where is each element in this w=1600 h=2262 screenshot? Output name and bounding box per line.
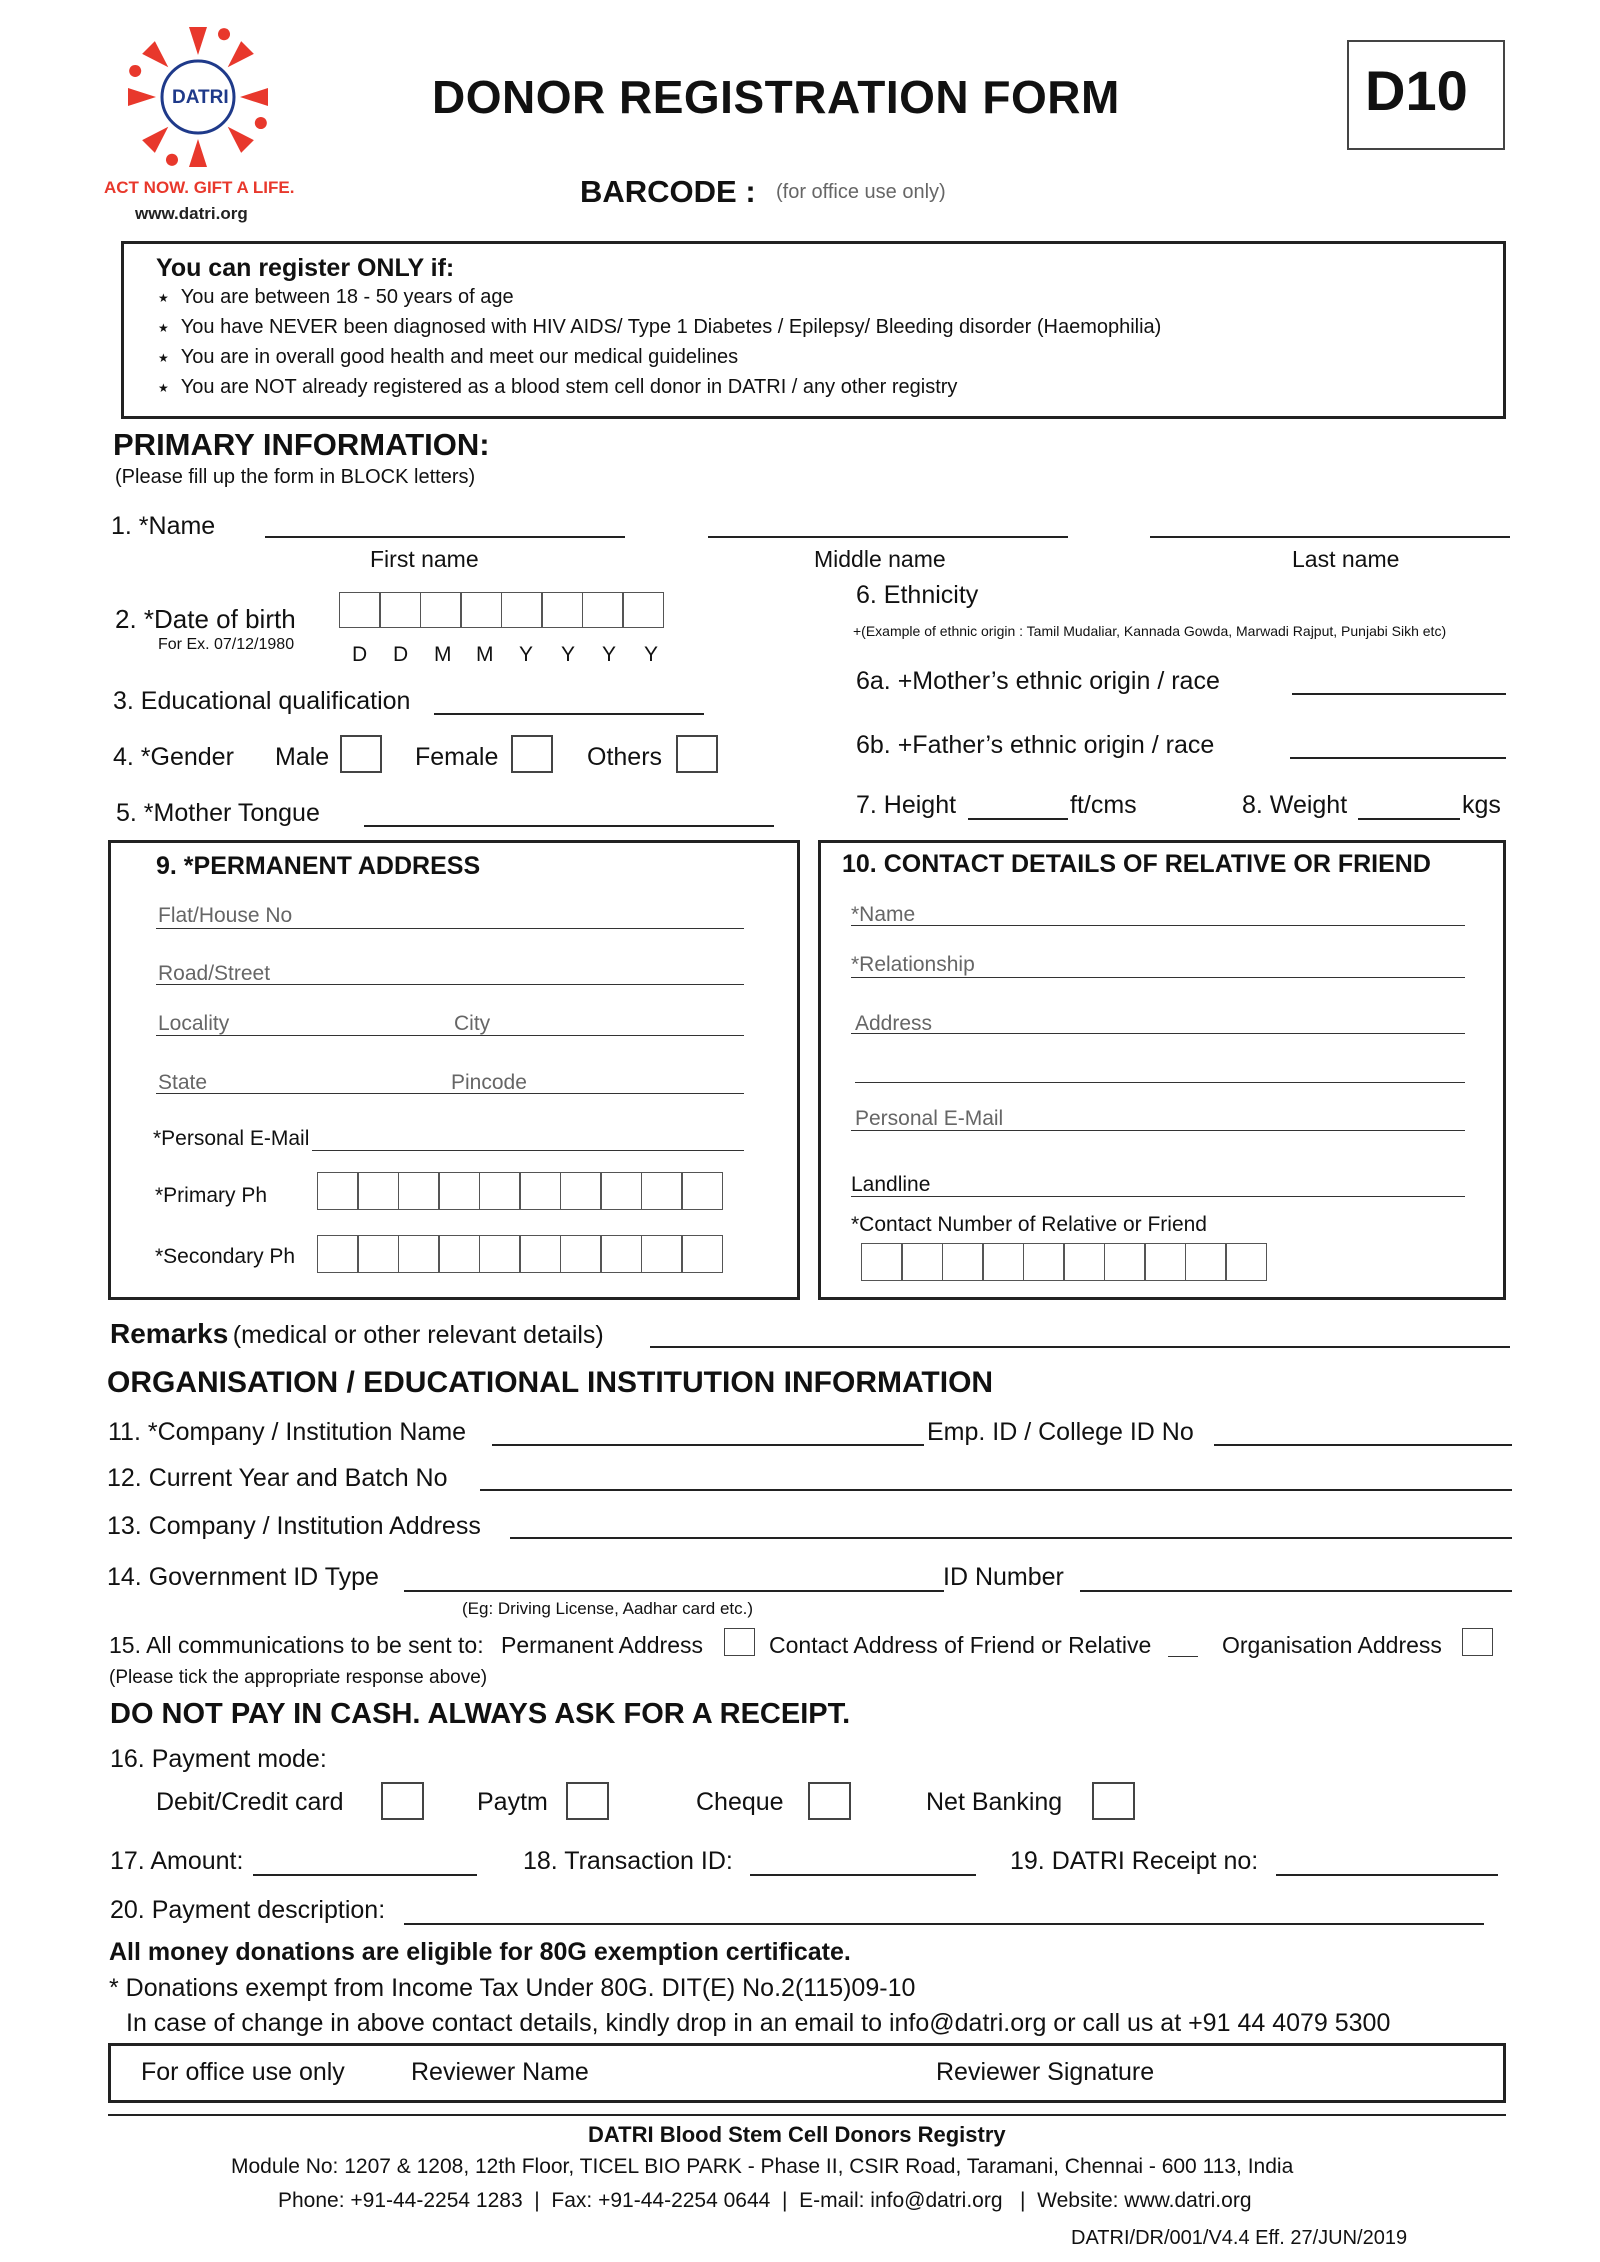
flat-label: Flat/House No: [158, 904, 293, 927]
remarks-note: (medical or other relevant details): [232, 1321, 604, 1349]
gender-male-checkbox[interactable]: [340, 735, 382, 773]
dob-letter: Y: [602, 643, 617, 666]
contact-email-field[interactable]: [851, 1130, 1465, 1131]
contact-email-label: Personal E-Mail: [855, 1107, 1004, 1130]
company-address-label: 13. Company / Institution Address: [107, 1512, 481, 1540]
dob-letter: Y: [519, 643, 534, 666]
company-name-field[interactable]: [492, 1444, 924, 1446]
eligibility-heading: You can register ONLY if:: [156, 254, 455, 282]
dob-letter: D: [352, 643, 368, 666]
id-number-label: ID Number: [943, 1563, 1064, 1591]
comm-org-checkbox[interactable]: [1462, 1628, 1493, 1656]
gov-id-label: 14. Government ID Type: [107, 1563, 379, 1591]
state-label: State: [158, 1071, 208, 1094]
education-field[interactable]: [434, 713, 704, 715]
weight-field[interactable]: [1358, 818, 1460, 820]
weight-label: 8. Weight: [1242, 791, 1348, 819]
company-name-label: 11. *Company / Institution Name: [108, 1418, 467, 1446]
last-name-field[interactable]: [1150, 536, 1510, 538]
comm-friend-tick[interactable]: [1168, 1656, 1198, 1657]
cheque-checkbox[interactable]: [808, 1782, 851, 1820]
landline-field[interactable]: [851, 1196, 1465, 1197]
office-use-label: For office use only: [141, 2058, 345, 2086]
landline-label: Landline: [851, 1173, 931, 1196]
year-batch-field[interactable]: [480, 1489, 1512, 1491]
dob-letter: Y: [561, 643, 576, 666]
secondary-phone-label: *Secondary Ph: [155, 1245, 296, 1268]
flat-field[interactable]: [156, 928, 744, 929]
primary-phone-label: *Primary Ph: [155, 1184, 268, 1207]
barcode-note: (for office use only): [776, 181, 946, 203]
eligibility-item: ★ You are between 18 - 50 years of age: [158, 282, 1161, 312]
eligibility-item: ★ You have NEVER been diagnosed with HIV AIDS/ Type 1 Diabetes / Epilepsy/ Bleeding disorder (Haemophilia): [158, 312, 1161, 342]
eligibility-list: [158, 282, 1161, 402]
netbanking-label: Net Banking: [926, 1788, 1063, 1816]
dob-letter: Y: [644, 643, 659, 666]
relationship-field[interactable]: [851, 977, 1465, 978]
amount-label: 17. Amount:: [110, 1847, 244, 1875]
city-label: City: [454, 1012, 491, 1035]
dob-letter: M: [476, 643, 494, 666]
road-label: Road/Street: [158, 962, 271, 985]
weight-unit: kgs: [1462, 791, 1501, 819]
name-label: 1. *Name: [111, 512, 216, 540]
paytm-checkbox[interactable]: [566, 1782, 609, 1820]
exemption-note: All money donations are eligible for 80G exemption certificate.: [109, 1938, 851, 1966]
footer-org: DATRI Blood Stem Cell Donors Registry: [588, 2122, 1006, 2147]
ethnicity-label: 6. Ethnicity: [856, 581, 979, 609]
last-name-caption: Last name: [1292, 546, 1400, 572]
communication-note: (Please tick the appropriate response above): [109, 1667, 488, 1688]
relationship-label: *Relationship: [851, 953, 975, 976]
barcode-label: BARCODE :: [580, 174, 756, 209]
footer-divider: [108, 2114, 1506, 2116]
id-number-field[interactable]: [1080, 1590, 1512, 1592]
first-name-field[interactable]: [265, 536, 625, 538]
dob-label: 2. *Date of birth: [115, 604, 296, 634]
primary-phone-cells[interactable]: [318, 1172, 723, 1210]
payment-description-field[interactable]: [404, 1923, 1484, 1925]
emp-id-label: Emp. ID / College ID No: [927, 1418, 1194, 1446]
gender-label: 4. *Gender: [113, 743, 234, 771]
contact-details-heading: 10. CONTACT DETAILS OF RELATIVE OR FRIEND: [842, 850, 1431, 878]
page-title: DONOR REGISTRATION FORM: [432, 71, 1120, 123]
cash-warning: DO NOT PAY IN CASH. ALWAYS ASK FOR A RECEIPT.: [110, 1698, 851, 1730]
ethnicity-example: +(Example of ethnic origin : Tamil Mudaliar, Kannada Gowda, Marwadi Rajput, Punjabi Sikh etc): [853, 623, 1447, 639]
contact-address-field[interactable]: [851, 1033, 1465, 1034]
cheque-label: Cheque: [696, 1788, 784, 1816]
contact-address-label: Address: [855, 1012, 933, 1035]
primary-note: (Please fill up the form in BLOCK letters): [115, 466, 476, 488]
locality-label: Locality: [158, 1012, 230, 1035]
gov-id-example: (Eg: Driving License, Aadhar card etc.): [462, 1599, 754, 1618]
reviewer-signature-label: Reviewer Signature: [936, 2058, 1155, 2086]
payment-mode-label: 16. Payment mode:: [110, 1745, 327, 1773]
gender-female-checkbox[interactable]: [511, 735, 553, 773]
logo-website: www.datri.org: [135, 204, 248, 223]
transaction-field[interactable]: [750, 1874, 976, 1876]
logo-text: DATRI: [172, 87, 229, 108]
eligibility-item: ★ You are in overall good health and meet our medical guidelines: [158, 342, 1161, 372]
primary-heading: PRIMARY INFORMATION:: [113, 427, 490, 462]
remarks-row: [110, 1318, 604, 1350]
secondary-phone-cells[interactable]: [318, 1235, 723, 1273]
receipt-label: 19. DATRI Receipt no:: [1010, 1847, 1259, 1875]
change-note: In case of change in above contact details, kindly drop in an email to info@datri.org or call us at +91 44 4079 5300: [126, 2009, 1391, 2037]
paytm-label: Paytm: [477, 1788, 548, 1816]
height-label: 7. Height: [856, 791, 957, 819]
gender-others-label: Others: [587, 743, 663, 771]
dob-letter: M: [434, 643, 452, 666]
dob-cells[interactable]: [340, 592, 664, 628]
state-pincode-field[interactable]: [156, 1093, 744, 1094]
pincode-label: Pincode: [451, 1071, 527, 1094]
emp-id-field[interactable]: [1214, 1444, 1512, 1446]
footer-address: Module No: 1207 & 1208, 12th Floor, TICEL BIO PARK - Phase II, CSIR Road, Taramani, Chennai - 600 113, India: [231, 2155, 1294, 2178]
transaction-label: 18. Transaction ID:: [523, 1847, 733, 1875]
footer-doc-code: DATRI/DR/001/V4.4 Eff. 27/JUN/2019: [1071, 2227, 1408, 2249]
comm-friend-label: Contact Address of Friend or Relative: [769, 1632, 1152, 1658]
email-field[interactable]: [312, 1150, 744, 1151]
datri-logo: [118, 22, 278, 172]
comm-permanent-checkbox[interactable]: [724, 1628, 755, 1656]
comm-permanent-label: Permanent Address: [501, 1632, 704, 1658]
contact-number-label: *Contact Number of Relative or Friend: [851, 1213, 1207, 1236]
middle-name-caption: Middle name: [814, 546, 946, 572]
middle-name-field[interactable]: [708, 536, 1068, 538]
locality-city-field[interactable]: [156, 1035, 744, 1036]
father-origin-field[interactable]: [1290, 757, 1506, 759]
dob-example: For Ex. 07/12/1980: [158, 636, 295, 653]
email-label: *Personal E-Mail: [153, 1127, 310, 1150]
dob-letter: D: [393, 643, 409, 666]
permanent-address-heading: 9. *PERMANENT ADDRESS: [156, 852, 481, 880]
mother-tongue-label: 5. *Mother Tongue: [116, 799, 320, 827]
comm-org-label: Organisation Address: [1222, 1632, 1442, 1658]
contact-name-field[interactable]: [851, 925, 1465, 926]
reviewer-name-label: Reviewer Name: [411, 2058, 589, 2086]
contact-number-cells[interactable]: [862, 1243, 1267, 1281]
payment-description-label: 20. Payment description:: [110, 1896, 386, 1924]
mother-tongue-field[interactable]: [364, 825, 774, 827]
road-field[interactable]: [156, 984, 744, 985]
form-code: D10: [1365, 59, 1468, 122]
remarks-field[interactable]: [650, 1346, 1510, 1348]
mother-origin-field[interactable]: [1292, 693, 1506, 695]
gender-female-label: Female: [415, 743, 499, 771]
education-label: 3. Educational qualification: [113, 687, 411, 715]
amount-field[interactable]: [253, 1874, 477, 1876]
gender-male-label: Male: [275, 743, 330, 771]
tax-note: * Donations exempt from Income Tax Under 80G. DIT(E) No.2(115)09-10: [109, 1974, 916, 2002]
remarks-label: Remarks: [110, 1318, 229, 1349]
contact-name-label: *Name: [851, 903, 916, 926]
mother-origin-label: 6a. +Mother’s ethnic origin / race: [856, 667, 1220, 695]
communication-label: 15. All communications to be sent to:: [109, 1632, 484, 1658]
first-name-caption: First name: [370, 546, 479, 572]
organisation-heading: ORGANISATION / EDUCATIONAL INSTITUTION INFORMATION: [107, 1366, 994, 1399]
company-address-field[interactable]: [510, 1537, 1512, 1539]
gov-id-field[interactable]: [404, 1590, 944, 1592]
debit-card-checkbox[interactable]: [381, 1782, 424, 1820]
debit-card-label: Debit/Credit card: [156, 1788, 344, 1816]
eligibility-item: ★ You are NOT already registered as a blood stem cell donor in DATRI / any other registry: [158, 372, 1161, 402]
gender-others-checkbox[interactable]: [676, 735, 718, 773]
height-field[interactable]: [968, 818, 1068, 820]
contact-address-field-2[interactable]: [855, 1082, 1465, 1083]
logo-tagline: ACT NOW. GIFT A LIFE.: [104, 178, 295, 197]
height-unit: ft/cms: [1070, 791, 1137, 819]
receipt-field[interactable]: [1276, 1874, 1498, 1876]
father-origin-label: 6b. +Father’s ethnic origin / race: [856, 731, 1215, 759]
footer-contact: Phone: +91-44-2254 1283 | Fax: +91-44-2254 0644 | E-mail: info@datri.org | Website: www.datri.org: [278, 2189, 1252, 2212]
year-batch-label: 12. Current Year and Batch No: [107, 1464, 448, 1492]
netbanking-checkbox[interactable]: [1092, 1782, 1135, 1820]
